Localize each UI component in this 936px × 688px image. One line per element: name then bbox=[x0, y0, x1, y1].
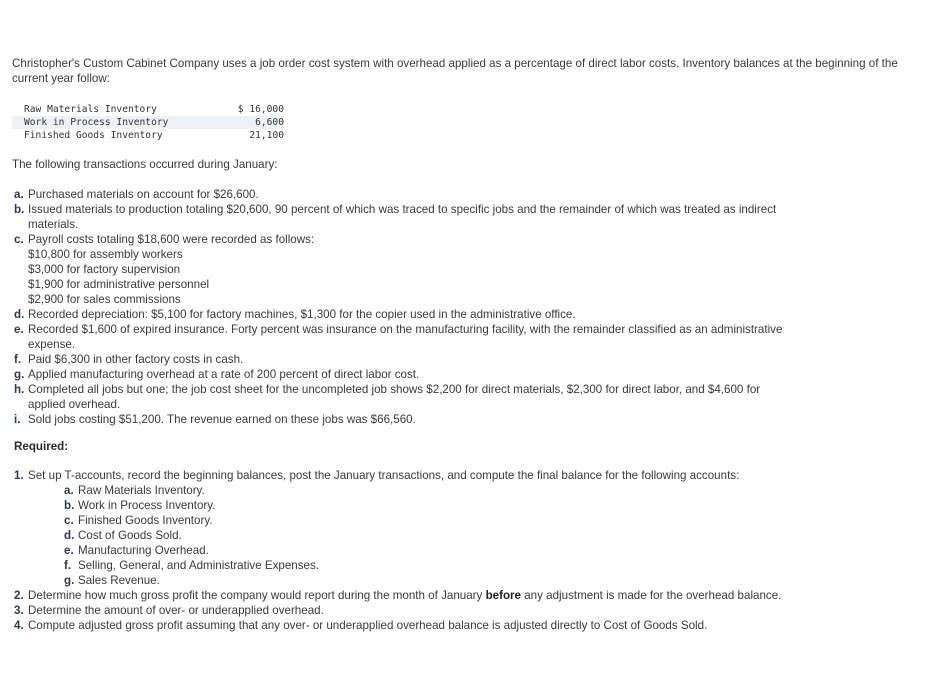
item-text: Selling, General, and Administrative Expenses. bbox=[78, 559, 320, 572]
item-letter: e. bbox=[14, 323, 24, 336]
item-text bbox=[28, 588, 794, 603]
item-body bbox=[28, 232, 794, 307]
item-text: Finished Goods Inventory. bbox=[78, 514, 213, 527]
transactions-list bbox=[14, 187, 794, 427]
item-body bbox=[28, 468, 794, 588]
item-letter: c. bbox=[64, 514, 74, 527]
account-item bbox=[64, 558, 794, 573]
transaction-a bbox=[14, 187, 794, 202]
item-text: Determine the amount of over- or underapplied overhead. bbox=[28, 604, 324, 617]
transaction-c bbox=[14, 232, 794, 307]
balance-label: Raw Materials Inventory bbox=[24, 104, 157, 115]
text-before-bold: Determine how much gross profit the company would report during the month of January bbox=[28, 589, 483, 602]
payroll-line: $1,900 for administrative personnel bbox=[28, 278, 210, 291]
account-item bbox=[64, 528, 794, 543]
item-letter: b. bbox=[14, 203, 25, 216]
item-letter: g. bbox=[14, 368, 25, 381]
payroll-line: $3,000 for factory supervision bbox=[28, 263, 181, 276]
item-text: Raw Materials Inventory. bbox=[78, 484, 205, 497]
item-letter: c. bbox=[14, 233, 24, 246]
text-after-bold: any adjustment is made for the overhead balance. bbox=[524, 589, 782, 602]
balance-row-work-in-process bbox=[12, 116, 284, 129]
transaction-e bbox=[14, 322, 794, 352]
item-letter: d. bbox=[64, 529, 75, 542]
item-number: 3. bbox=[14, 604, 24, 617]
item-text: Recorded $1,600 of expired insurance. Forty percent was insurance on the manufacturing facility, with the remainder classified as an administrative expense. bbox=[28, 323, 783, 351]
account-item bbox=[64, 483, 794, 498]
item-letter: h. bbox=[14, 383, 25, 396]
required-heading: Required: bbox=[14, 440, 69, 453]
item-letter: b. bbox=[64, 499, 75, 512]
accounts-list bbox=[28, 483, 794, 588]
requirement-3 bbox=[14, 603, 794, 618]
inventory-balances-table bbox=[12, 103, 284, 142]
transaction-g bbox=[14, 367, 794, 382]
item-text: Purchased materials on account for $26,600. bbox=[28, 188, 259, 201]
item-text: Sales Revenue. bbox=[78, 574, 160, 587]
balance-value: $ 16,000 bbox=[237, 104, 284, 115]
account-item bbox=[64, 513, 794, 528]
balance-label: Work in Process Inventory bbox=[24, 117, 169, 128]
transaction-h bbox=[14, 382, 794, 412]
payroll-line: $2,900 for sales commissions bbox=[28, 293, 181, 306]
transaction-b bbox=[14, 202, 794, 232]
item-text: Paid $6,300 in other factory costs in cash. bbox=[28, 353, 244, 366]
item-letter: e. bbox=[64, 544, 74, 557]
item-letter: a. bbox=[14, 188, 24, 201]
balance-value: 6,600 bbox=[255, 117, 284, 128]
intro-paragraph: Christopher's Custom Cabinet Company uses a job order cost system with overhead applied as a percentage of direct labor costs. Inventory balances at the beginning of the current year follow: bbox=[12, 57, 898, 85]
item-number: 1. bbox=[14, 469, 24, 482]
balance-row-finished-goods bbox=[12, 129, 284, 142]
item-text: Applied manufacturing overhead at a rate of 200 percent of direct labor cost. bbox=[28, 368, 420, 381]
balance-value: 21,100 bbox=[249, 130, 284, 141]
payroll-line: $10,800 for assembly workers bbox=[28, 248, 183, 261]
account-item bbox=[64, 543, 794, 558]
transaction-i bbox=[14, 412, 794, 427]
transactions-heading: The following transactions occurred during January: bbox=[12, 158, 278, 171]
item-number: 4. bbox=[14, 619, 24, 632]
item-text: Completed all jobs but one; the job cost sheet for the uncompleted job shows $2,200 for direct materials, $2,300 for direct labor, and $4,600 for applied overhead. bbox=[28, 383, 761, 411]
item-text: Recorded depreciation: $5,100 for factory machines, $1,300 for the copier used in the administrative office. bbox=[28, 308, 576, 321]
requirement-1 bbox=[14, 468, 794, 588]
transaction-f bbox=[14, 352, 794, 367]
balance-label: Finished Goods Inventory bbox=[24, 130, 163, 141]
item-text: Payroll costs totaling $18,600 were recorded as follows: bbox=[28, 233, 315, 246]
requirement-4 bbox=[14, 618, 794, 633]
item-text: Set up T-accounts, record the beginning balances, post the January transactions, and compute the final balance for the following accounts: bbox=[28, 469, 740, 482]
item-letter: f. bbox=[14, 353, 22, 366]
item-text: Sold jobs costing $51,200. The revenue earned on these jobs was $66,560. bbox=[28, 413, 416, 426]
item-letter: a. bbox=[64, 484, 74, 497]
requirement-2 bbox=[14, 588, 794, 603]
item-text: Issued materials to production totaling $20,600, 90 percent of which was traced to specific jobs and the remainder of which was treated as indirect materials. bbox=[28, 203, 777, 231]
item-text: Compute adjusted gross profit assuming that any over- or underapplied overhead balance is adjusted directly to Cost of Goods Sold. bbox=[28, 619, 708, 632]
requirements-list bbox=[14, 468, 794, 633]
transaction-d bbox=[14, 307, 794, 322]
item-letter: g. bbox=[64, 574, 75, 587]
item-letter: f. bbox=[64, 559, 72, 572]
account-item bbox=[64, 498, 794, 513]
item-letter: i. bbox=[14, 413, 21, 426]
emphasis-text: before bbox=[485, 589, 521, 602]
balance-row-raw-materials bbox=[12, 103, 284, 116]
account-item bbox=[64, 573, 794, 588]
item-letter: d. bbox=[14, 308, 25, 321]
item-text: Manufacturing Overhead. bbox=[78, 544, 209, 557]
item-text: Cost of Goods Sold. bbox=[78, 529, 182, 542]
item-number: 2. bbox=[14, 589, 24, 602]
item-text: Work in Process Inventory. bbox=[78, 499, 216, 512]
